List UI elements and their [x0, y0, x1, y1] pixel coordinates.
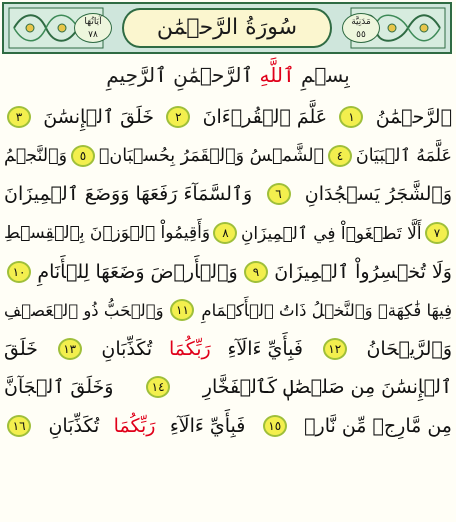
- surah-title: سُورَةُ الرَّحۡمَٰن: [156, 15, 298, 40]
- verse-text: وَٱلۡأَرۡضَ وَضَعَهَا لِلۡأَنَامِ: [37, 260, 238, 283]
- verse-text: خَلَقَ ٱلۡإِنسَٰنَ: [43, 106, 155, 129]
- divine-name-text: رَبِّكُمَا: [113, 415, 156, 438]
- ayah-end-marker-icon: ٦: [267, 183, 291, 205]
- verse-text: تُكَذِّبَانِ: [48, 415, 100, 438]
- verse-text: وَأَقِيمُواْ ٱلۡوَزۡنَ بِٱلۡقِسۡطِ: [4, 223, 211, 244]
- verse-line: [4, 291, 452, 330]
- verse-text: وَخَلَقَ ٱلۡجَآنَّ: [4, 376, 114, 399]
- ayah-end-marker-icon: ١٤: [146, 376, 170, 398]
- ayah-end-marker-icon: ١٣: [58, 338, 82, 360]
- verse-line: [4, 175, 452, 214]
- verse-text: وَٱلشَّجَرُ يَسۡجُدَانِ: [304, 183, 452, 206]
- surah-title-cartouche: [122, 8, 332, 48]
- verse-text: أَلَّا تَطۡغَوۡاْ فِي ٱلۡمِيزَانِ: [240, 223, 422, 244]
- ayah-end-marker-icon: ٧: [425, 222, 449, 244]
- verse-line: [4, 252, 452, 291]
- verse-text: وَٱلسَّمَآءَ رَفَعَهَا وَوَضَعَ ٱلۡمِيزَانَ: [4, 183, 253, 206]
- verse-count-label: آيَاتُهَا: [84, 17, 102, 27]
- ayah-end-marker-icon: ٣: [7, 106, 31, 128]
- verse-text: فَبِأَيِّ ءَالَآءِ: [169, 415, 246, 438]
- ayah-end-marker-icon: ٨: [213, 222, 237, 244]
- ayah-end-marker-icon: ١٠: [7, 261, 31, 283]
- verse-text: عَلَّمَ ٱلۡقُرۡءَانَ: [202, 106, 328, 129]
- ayah-end-marker-icon: ١٢: [323, 338, 347, 360]
- surah-number-badge: [342, 13, 380, 43]
- verse-text: تُكَذِّبَانِ: [101, 337, 153, 360]
- verse-line: [4, 98, 452, 137]
- verse-count-value: ٧٨: [88, 30, 98, 40]
- verse-text: ٱلرَّحۡمَٰنُ: [375, 106, 452, 129]
- verse-text: ٱلشَّمۡسُ وَٱلۡقَمَرُ بِحُسۡبَانٖ: [98, 145, 325, 166]
- divine-name-text: رَبِّكُمَا: [168, 337, 211, 360]
- verse-text: وَٱلنَّجۡمُ: [4, 145, 68, 166]
- verse-text: وَٱلۡحَبُّ ذُو ٱلۡعَصۡفِ: [4, 300, 164, 320]
- verse-count-badge: [74, 13, 112, 43]
- verse-text: وَٱلرَّيۡحَانُ: [366, 337, 452, 360]
- surah-header: [2, 2, 452, 54]
- ayah-end-marker-icon: ١٦: [7, 415, 31, 437]
- verse-line: [4, 214, 452, 253]
- verse-text: وَلَا تُخۡسِرُواْ ٱلۡمِيزَانَ: [274, 260, 452, 283]
- verse-text: مِن مَّارِجٖ مِّن نَّارٖ: [304, 415, 452, 438]
- verse-lines: [4, 98, 452, 445]
- verse-line: [4, 407, 452, 446]
- verse-line: [4, 330, 452, 369]
- ayah-end-marker-icon: ١١: [170, 299, 194, 321]
- ayah-end-marker-icon: ٥: [71, 145, 95, 167]
- surah-number-value: ٥٥: [356, 30, 366, 40]
- basmala-word: بِسۡمِ: [301, 63, 350, 87]
- basmala-divine-name: ٱللَّهِ: [259, 63, 295, 87]
- ayah-end-marker-icon: ١: [339, 106, 363, 128]
- verse-text: فِيهَا فَٰكِهَةٞ وَٱلنَّخۡلُ ذَاتُ ٱلۡأَكۡمَامِ: [201, 300, 452, 320]
- verse-line: [4, 137, 452, 176]
- basmala-word: ٱلرَّحۡمَٰنِ ٱلرَّحِيمِ: [106, 63, 254, 87]
- ayah-end-marker-icon: ٤: [328, 145, 352, 167]
- basmala: [0, 58, 456, 92]
- verse-line: [4, 368, 452, 407]
- ayah-end-marker-icon: ١٥: [263, 415, 287, 437]
- verse-text: ٱلۡإِنسَٰنَ مِن صَلۡصَٰلٖ كَٱلۡفَخَّارِ: [202, 376, 452, 399]
- surah-type-label: مَدَنِيَّة: [351, 17, 371, 27]
- verse-text: خَلَقَ: [4, 337, 38, 360]
- verse-text: عَلَّمَهُ ٱلۡبَيَانَ: [355, 145, 452, 166]
- verse-text: فَبِأَيِّ ءَالَآءِ: [227, 337, 303, 360]
- ayah-end-marker-icon: ٢: [166, 106, 190, 128]
- ayah-end-marker-icon: ٩: [244, 261, 268, 283]
